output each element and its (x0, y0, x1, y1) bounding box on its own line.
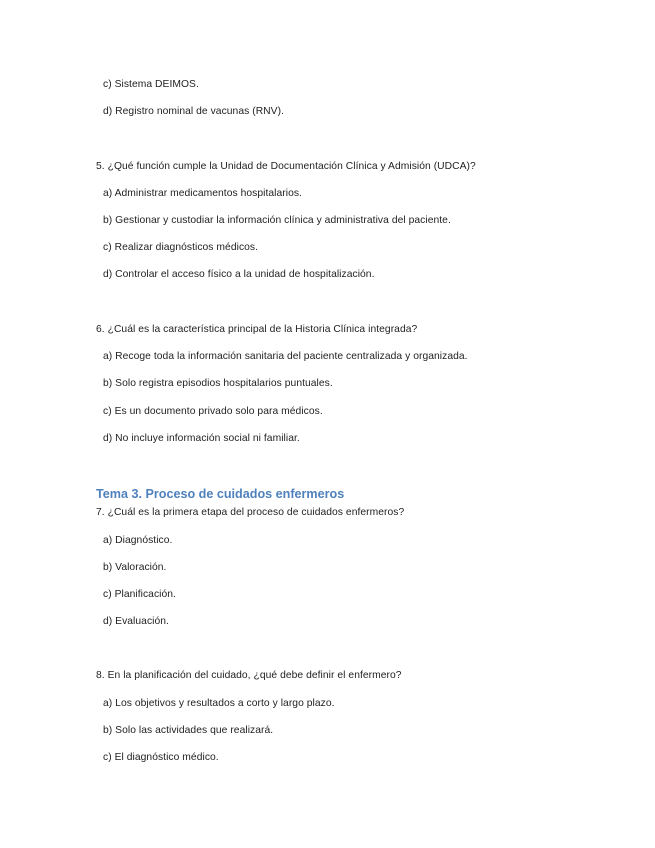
option-7c: c) Planificación. (103, 589, 176, 600)
option-5b: b) Gestionar y custodiar la información clínica y administrativa del paciente. (103, 215, 451, 226)
question-7: 7. ¿Cuál es la primera etapa del proceso de cuidados enfermeros? (96, 507, 405, 518)
option-4c: c) Sistema DEIMOS. (103, 79, 199, 90)
option-5d: d) Controlar el acceso físico a la unidad de hospitalización. (103, 269, 375, 280)
option-8a: a) Los objetivos y resultados a corto y largo plazo. (103, 698, 335, 709)
option-6d: d) No incluye información social ni familiar. (103, 433, 300, 444)
option-7a: a) Diagnóstico. (103, 535, 173, 546)
option-7d: d) Evaluación. (103, 616, 169, 627)
option-8b: b) Solo las actividades que realizará. (103, 725, 274, 736)
option-4d: d) Registro nominal de vacunas (RNV). (103, 106, 284, 117)
section-heading: Tema 3. Proceso de cuidados enfermeros (96, 487, 345, 501)
option-6c: c) Es un documento privado solo para médicos. (103, 406, 323, 417)
option-5a: a) Administrar medicamentos hospitalarios. (103, 188, 302, 199)
question-6: 6. ¿Cuál es la característica principal de la Historia Clínica integrada? (96, 324, 418, 335)
option-5c: c) Realizar diagnósticos médicos. (103, 242, 259, 253)
option-6a: a) Recoge toda la información sanitaria del paciente centralizada y organizada. (103, 351, 468, 362)
question-5: 5. ¿Qué función cumple la Unidad de Documentación Clínica y Admisión (UDCA)? (96, 161, 476, 172)
option-6b: b) Solo registra episodios hospitalarios puntuales. (103, 378, 333, 389)
option-7b: b) Valoración. (103, 562, 167, 573)
question-8: 8. En la planificación del cuidado, ¿qué debe definir el enfermero? (96, 670, 402, 681)
option-8c: c) El diagnóstico médico. (103, 752, 219, 763)
